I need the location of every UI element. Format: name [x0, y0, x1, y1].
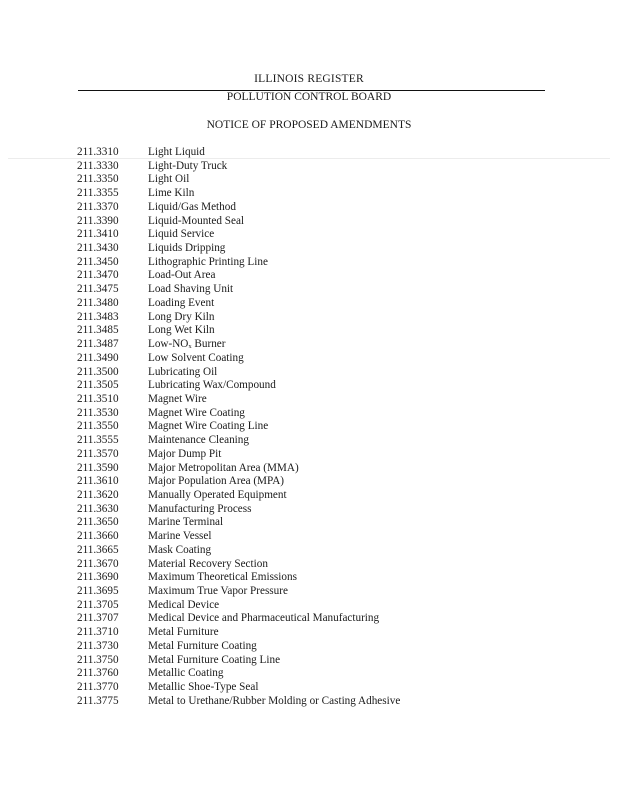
defined-term: Magnet Wire — [148, 392, 207, 405]
list-item — [0, 585, 618, 599]
list-item — [0, 379, 618, 393]
defined-term: Manually Operated Equipment — [148, 488, 287, 501]
list-item — [0, 530, 618, 544]
list-item — [0, 283, 618, 297]
list-item — [0, 201, 618, 215]
defined-term: Mask Coating — [148, 543, 212, 556]
defined-term: Magnet Wire Coating — [148, 406, 245, 419]
defined-term: Loading Event — [148, 296, 215, 309]
defined-term: Metal Furniture — [148, 626, 219, 639]
list-item — [0, 626, 618, 640]
defined-term: Marine Vessel — [148, 530, 212, 543]
list-item — [0, 681, 618, 695]
defined-term: Major Dump Pit — [148, 447, 222, 460]
defined-term: Maximum Theoretical Emissions — [148, 571, 297, 584]
section-number: 211.3510 — [77, 392, 119, 405]
list-item — [0, 503, 618, 517]
defined-term: Medical Device and Pharmaceutical Manufacturing — [148, 612, 380, 625]
section-number: 211.3660 — [77, 530, 119, 543]
defined-term: Light Oil — [148, 173, 190, 186]
list-item — [0, 173, 618, 187]
list-item — [0, 338, 618, 352]
section-number: 211.3430 — [77, 242, 119, 255]
list-item — [0, 324, 618, 338]
defined-term: Liquids Dripping — [148, 242, 226, 255]
defined-term: Maximum True Vapor Pressure — [148, 585, 288, 597]
list-item — [0, 269, 618, 283]
defined-term: Light Liquid — [148, 146, 205, 158]
list-item — [0, 475, 618, 489]
section-number: 211.3370 — [77, 200, 119, 213]
defined-term: Metal to Urethane/Rubber Molding or Casting Adhesive — [148, 694, 401, 707]
section-number: 211.3490 — [77, 351, 119, 364]
defined-term: Metallic Coating — [148, 667, 224, 680]
list-item — [0, 242, 618, 256]
list-item — [0, 489, 618, 503]
section-number: 211.3630 — [77, 502, 119, 515]
section-number: 211.3487 — [77, 338, 119, 351]
defined-term: Manufacturing Process — [148, 502, 252, 515]
defined-term: Major Population Area (MPA) — [148, 475, 285, 488]
list-item — [0, 516, 618, 530]
defined-term: Liquid/Gas Method — [148, 200, 236, 213]
defined-term: Load-Out Area — [148, 269, 216, 282]
list-item — [0, 695, 618, 709]
section-number: 211.3705 — [77, 598, 119, 611]
defined-term: Low-NOₓ Burner — [148, 338, 226, 351]
list-item — [0, 667, 618, 681]
section-number: 211.3480 — [77, 296, 119, 309]
list-item — [0, 215, 618, 229]
section-number: 211.3650 — [77, 516, 119, 529]
section-number: 211.3310 — [77, 146, 119, 158]
section-number: 211.3350 — [77, 173, 119, 186]
defined-term: Load Shaving Unit — [148, 283, 234, 296]
list-item — [0, 571, 618, 585]
defined-term: Metallic Shoe-Type Seal — [148, 681, 259, 694]
section-number: 211.3505 — [77, 379, 119, 392]
list-item — [0, 420, 618, 434]
defined-term: Major Metropolitan Area (MMA) — [148, 461, 299, 474]
list-item — [0, 366, 618, 380]
defined-term: Liquid-Mounted Seal — [148, 214, 245, 227]
section-number: 211.3470 — [77, 269, 119, 282]
section-number: 211.3550 — [77, 420, 119, 433]
section-number: 211.3390 — [77, 214, 119, 227]
list-item — [0, 434, 618, 448]
list-item — [0, 297, 618, 311]
list-item — [0, 311, 618, 325]
notice-heading: NOTICE OF PROPOSED AMENDMENTS — [206, 119, 412, 131]
section-number: 211.3760 — [77, 667, 119, 680]
section-number: 211.3450 — [77, 255, 119, 268]
defined-term: Light-Duty Truck — [148, 159, 228, 172]
section-number: 211.3483 — [77, 310, 119, 323]
list-item — [0, 558, 618, 572]
section-number: 211.3530 — [77, 406, 119, 419]
defined-term: Marine Terminal — [148, 516, 224, 529]
list-item — [0, 599, 618, 613]
list-item — [0, 462, 618, 476]
section-number: 211.3610 — [77, 475, 119, 488]
defined-term: Maintenance Cleaning — [148, 434, 249, 447]
list-item — [0, 654, 618, 668]
list-item — [0, 187, 618, 201]
defined-term: Liquid Service — [148, 228, 215, 241]
section-number: 211.3555 — [77, 434, 119, 447]
defined-term: Long Dry Kiln — [148, 310, 215, 323]
section-number: 211.3775 — [77, 694, 119, 707]
defined-term: Lime Kiln — [148, 187, 195, 200]
section-number: 211.3485 — [77, 324, 119, 337]
section-number: 211.3730 — [77, 639, 119, 652]
list-item — [0, 640, 618, 654]
section-number: 211.3500 — [77, 365, 119, 378]
defined-term: Low Solvent Coating — [148, 351, 244, 364]
list-item — [0, 146, 618, 160]
board-name: POLLUTION CONTROL BOARD — [226, 91, 392, 103]
section-number: 211.3570 — [77, 447, 119, 460]
list-item — [0, 160, 618, 174]
defined-term: Metal Furniture Coating Line — [148, 653, 281, 666]
defined-term: Lubricating Oil — [148, 365, 218, 378]
section-number: 211.3355 — [77, 187, 119, 200]
section-number: 211.3690 — [77, 571, 119, 584]
defined-term: Lithographic Printing Line — [148, 255, 268, 268]
section-number: 211.3475 — [77, 283, 119, 296]
section-number: 211.3670 — [77, 557, 119, 570]
list-item — [0, 352, 618, 366]
section-number: 211.3750 — [77, 653, 119, 666]
list-item — [0, 393, 618, 407]
defined-term: Medical Device — [148, 598, 220, 611]
list-item — [0, 256, 618, 270]
register-title: ILLINOIS REGISTER — [254, 73, 364, 85]
list-item — [0, 612, 618, 626]
section-number: 211.3695 — [77, 585, 119, 597]
list-item — [0, 228, 618, 242]
section-number: 211.3620 — [77, 488, 119, 501]
defined-term: Long Wet Kiln — [148, 324, 215, 337]
list-item — [0, 448, 618, 462]
section-number: 211.3330 — [77, 159, 119, 172]
defined-term: Magnet Wire Coating Line — [148, 420, 269, 433]
section-number: 211.3707 — [77, 612, 119, 625]
list-item — [0, 544, 618, 558]
section-number: 211.3665 — [77, 543, 119, 556]
section-number: 211.3710 — [77, 626, 119, 639]
defined-term: Metal Furniture Coating — [148, 639, 257, 652]
definition-list — [0, 146, 618, 708]
list-item — [0, 407, 618, 421]
section-number: 211.3770 — [77, 681, 119, 694]
section-number: 211.3590 — [77, 461, 119, 474]
section-number: 211.3410 — [77, 228, 119, 241]
defined-term: Material Recovery Section — [148, 557, 268, 570]
defined-term: Lubricating Wax/Compound — [148, 379, 276, 392]
